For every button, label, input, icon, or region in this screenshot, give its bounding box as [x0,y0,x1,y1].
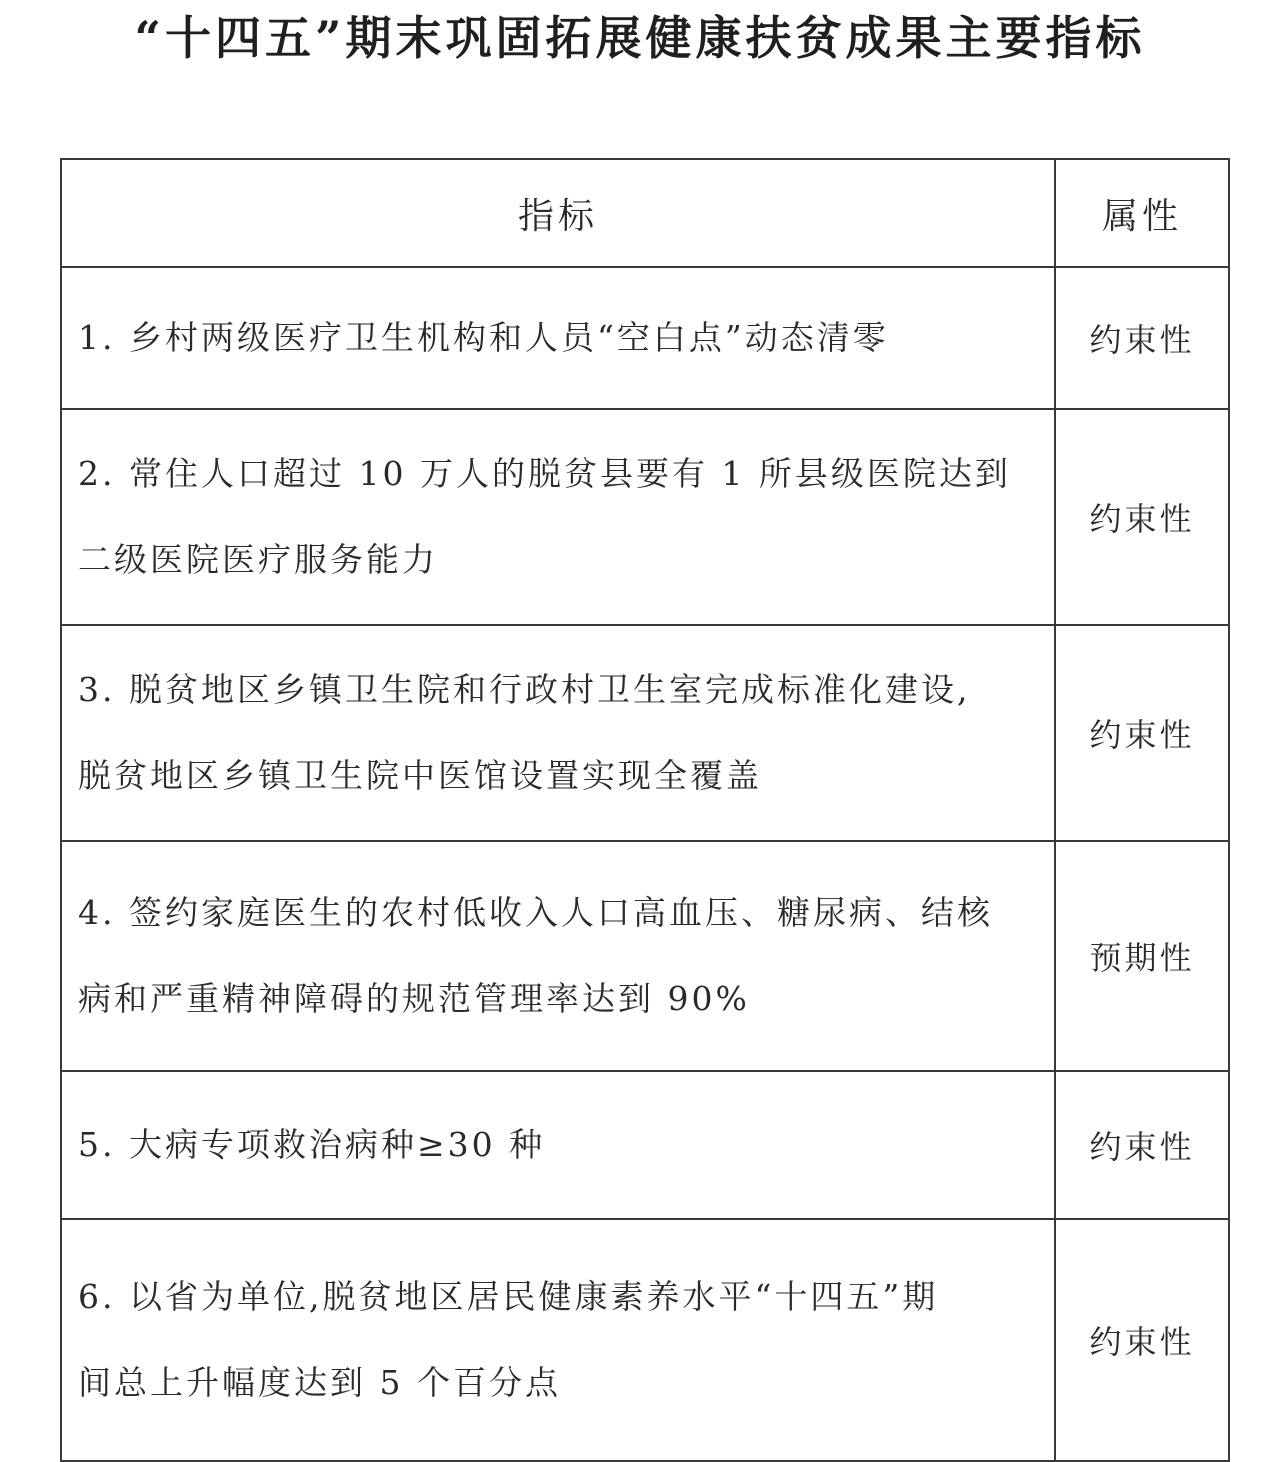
indicator-text-line: 脱贫地区乡镇卫生院中医馆设置实现全覆盖 [78,756,762,795]
indicator-cell [61,1071,1055,1219]
table-row [61,625,1229,841]
page-title: “十四五”期末巩固拓展健康扶贫成果主要指标 [134,11,1146,65]
indicator-text-line: 病和严重精神障碍的规范管理率达到 90% [78,979,750,1018]
table-row [61,409,1229,625]
indicator-cell [61,409,1055,625]
attribute-cell: 预期性 [1055,841,1229,1071]
header-attribute: 属性 [1055,159,1229,267]
table-row [61,1219,1229,1461]
attribute-cell: 约束性 [1055,267,1229,409]
indicator-text-line: 1. 乡村两级医疗卫生机构和人员“空白点”动态清零 [78,318,889,357]
indicator-cell [61,841,1055,1071]
indicator-cell [61,625,1055,841]
indicator-cell [61,1219,1055,1461]
indicator-text-line: 4. 签约家庭医生的农村低收入人口高血压、糖尿病、结核 [78,893,993,932]
attribute-cell: 约束性 [1055,1219,1229,1461]
indicator-text-line: 2. 常住人口超过 10 万人的脱贫县要有 1 所县级医院达到 [78,454,1011,493]
table-header-row [61,159,1229,267]
table-row [61,841,1229,1071]
attribute-cell: 约束性 [1055,625,1229,841]
indicator-cell [61,267,1055,409]
indicator-text-line: 3. 脱贫地区乡镇卫生院和行政村卫生室完成标准化建设, [78,670,971,709]
attribute-cell: 约束性 [1055,1071,1229,1219]
indicator-text-line: 6. 以省为单位,脱贫地区居民健康素养水平“十四五”期 [78,1277,939,1316]
indicator-text-line: 二级医院医疗服务能力 [78,540,438,579]
indicator-table [60,158,1230,1462]
table-row [61,267,1229,409]
header-indicator: 指标 [61,159,1055,267]
table-row [61,1071,1229,1219]
attribute-cell: 约束性 [1055,409,1229,625]
indicator-text-line: 间总上升幅度达到 5 个百分点 [78,1363,561,1402]
indicator-text-line: 5. 大病专项救治病种≥30 种 [78,1125,546,1164]
